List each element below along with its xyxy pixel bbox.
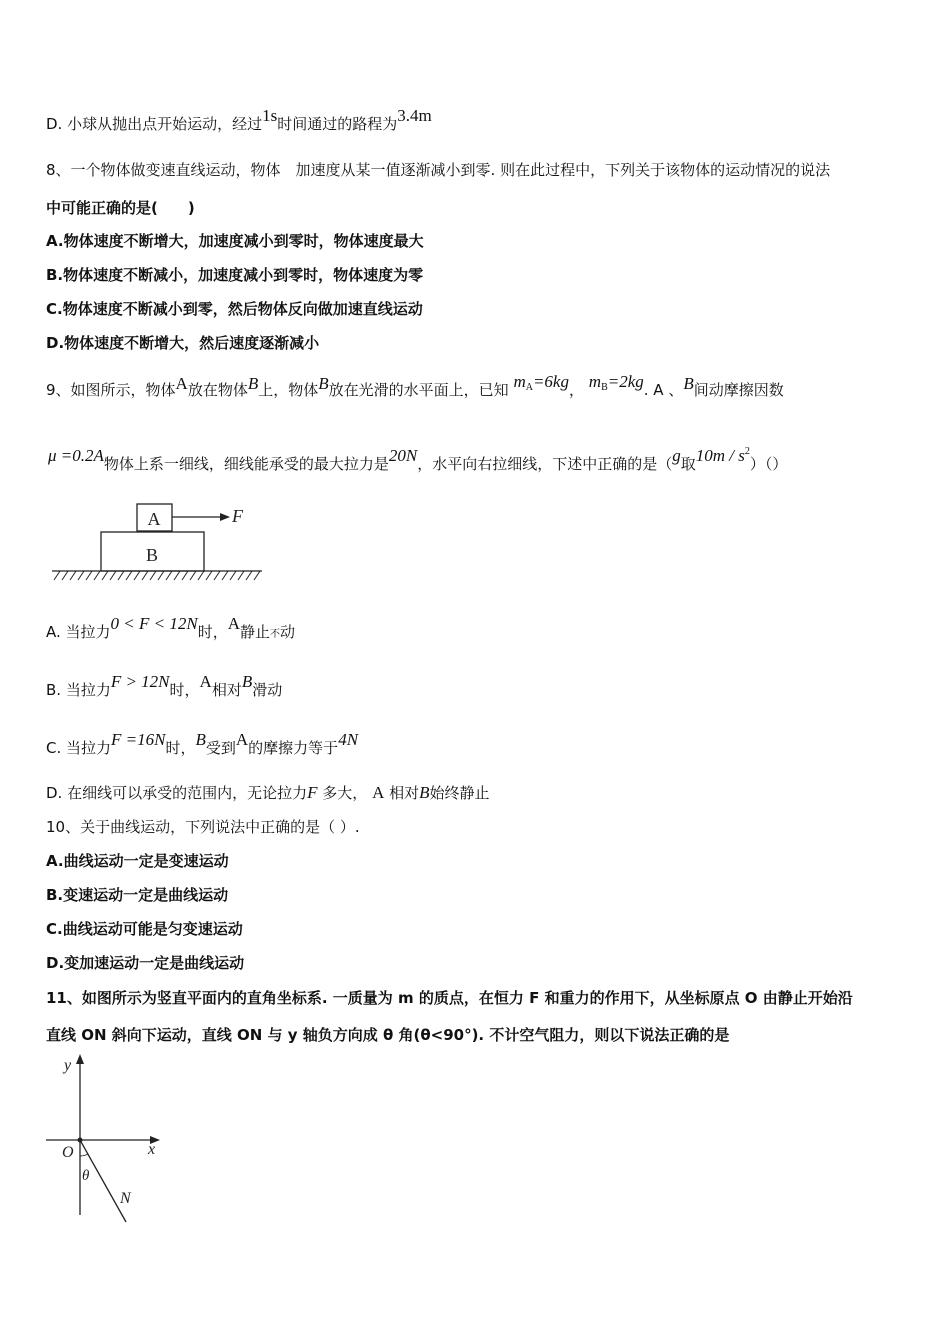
q7d-time: 1s [262,106,278,125]
var-a: A [199,672,212,691]
y-arrow-icon [76,1054,84,1064]
mass-value: =2kg [607,372,644,391]
text: D. 在细线可以承受的范围内，无论拉力 [46,784,308,802]
text: 时， [197,623,228,641]
q9-var-a: A [175,374,188,393]
value: 4N [338,730,359,749]
var-b: B [241,672,253,691]
q11-axes-figure [40,1050,180,1230]
condition: 0 < F < 12N [110,614,198,633]
q9-mass-b [589,372,644,391]
q9-text: 取 [680,455,696,473]
q10-option-b: B.变速运动一定是曲线运动 [46,886,229,904]
small-text: 不 [270,629,281,640]
q10-option-d: D.变加速运动一定是曲线运动 [46,954,245,972]
text: 时， [169,681,200,699]
q9-text: 放在物体 [187,381,248,399]
q8-option-a: A.物体速度不断增大，加速度减小到零时，物体速度最大 [46,232,424,250]
q9-text: ， [568,381,584,399]
q9-var-b: B [683,374,694,393]
label-x: x [148,1141,156,1158]
q11-stem-line1: 11、如图所示为竖直平面内的直角坐标系. 一质量为 m 的质点，在恒力 F 和重力的作用下，从坐标原点 O 由静止开始沿 [46,989,853,1007]
q9-text: 间动摩擦因数 [693,381,784,399]
var-b: B [195,730,206,749]
q7d-mid: 时间通过的路程为 [277,115,398,133]
label-theta: θ [82,1168,90,1184]
q9-mass-a [513,372,569,391]
q9-fmax: 20N [388,446,418,465]
q10-option-a: A.曲线运动一定是变速运动 [46,852,229,870]
mass-value: =6kg [532,372,569,391]
q10-option-c: C.曲线运动可能是匀变速运动 [46,920,243,938]
label-b: B [145,545,159,565]
q9-text: 物体上系一细线，细线能承受的最大拉力是 [103,455,389,473]
text: C. 当拉力 [46,739,112,757]
q9-option-c [46,730,359,758]
q9-text: 上，物体 [258,381,319,399]
text: 多大， [322,784,368,802]
q8-option-c: C.物体速度不断减小到零，然后物体反向做加速直线运动 [46,300,423,318]
text: B. 当拉力 [46,681,111,699]
text: 相对 [389,784,420,802]
q9-text: 放在光滑的水平面上，已知 [328,381,509,399]
text: 受到 [205,739,236,757]
q9-text: 9、如图所示，物体 [46,381,176,399]
q9-g: g [672,446,681,465]
condition: F > 12N [110,672,170,691]
text: 静止 [240,623,271,641]
label-a: A [147,509,161,529]
subscript: B [601,382,608,393]
q8-stem-line1: 8、一个物体做变速直线运动，物体 加速度从某一值逐渐减小到零. 则在此过程中，下列关于该物体的运动情况的说法 [46,161,831,179]
label-n: N [120,1190,131,1207]
q7d-distance: 3.4m [397,106,432,125]
q9-option-a [46,614,296,645]
q9-text: . A 、 [643,381,684,399]
q9-var-b: B [318,374,329,393]
text: 时， [165,739,196,757]
q9-blocks-figure [48,500,268,585]
label-y: y [64,1057,72,1074]
subscript: A [525,382,533,393]
superscript: 2 [744,446,750,457]
q9-text: ）（） [749,455,788,473]
text: 相对 [211,681,242,699]
q10-stem: 10、关于曲线运动，下列说法中正确的是（ ）. [46,818,360,836]
q11-stem-line2: 直线 ON 斜向下运动，直线 ON 与 y 轴负方向成 θ 角(θ<90°). 不计空气阻力，则以下说法正确的是 [46,1026,730,1044]
q9-stem-line2 [48,446,788,477]
var-a: A [372,783,385,802]
text: A. 当拉力 [46,623,111,641]
q7-option-d [46,106,432,134]
q9-option-d [46,783,490,803]
q7d-prefix: D. 小球从抛出点开始运动，经过 [46,115,263,133]
text: 滑动 [252,681,283,699]
text: 始终静止 [429,784,490,802]
theta-arc [80,1154,88,1156]
var-b: B [419,783,430,802]
origin-point [78,1138,83,1143]
q9-gval [696,446,750,465]
q9-mu: μ =0.2A [48,446,104,465]
q8-option-d: D.物体速度不断增大，然后速度逐渐减小 [46,334,320,352]
ground-hatching [54,571,260,580]
var-f: F [307,783,318,802]
q8-stem-line2: 中可能正确的是( ) [46,199,195,217]
q9-option-b [46,672,283,700]
q9-stem-line1 [46,372,784,403]
q8-option-b: B.物体速度不断减小，加速度减小到零时，物体速度为零 [46,266,424,284]
text: 动 [280,623,296,641]
var-a: A [235,730,249,749]
var-a: A [227,614,241,633]
label-o: O [62,1144,74,1161]
symbol-m: m [513,372,526,391]
label-f: F [232,506,243,526]
gval-text: 10m / s [695,446,745,465]
q9-text: ，水平向右拉细线，下述中正确的是（ [417,455,673,473]
condition: F =16N [111,730,166,749]
symbol-m: m [588,372,602,391]
q9-var-b: B [247,374,259,393]
text: 的摩擦力等于 [248,739,339,757]
arrow-head-icon [220,513,230,521]
